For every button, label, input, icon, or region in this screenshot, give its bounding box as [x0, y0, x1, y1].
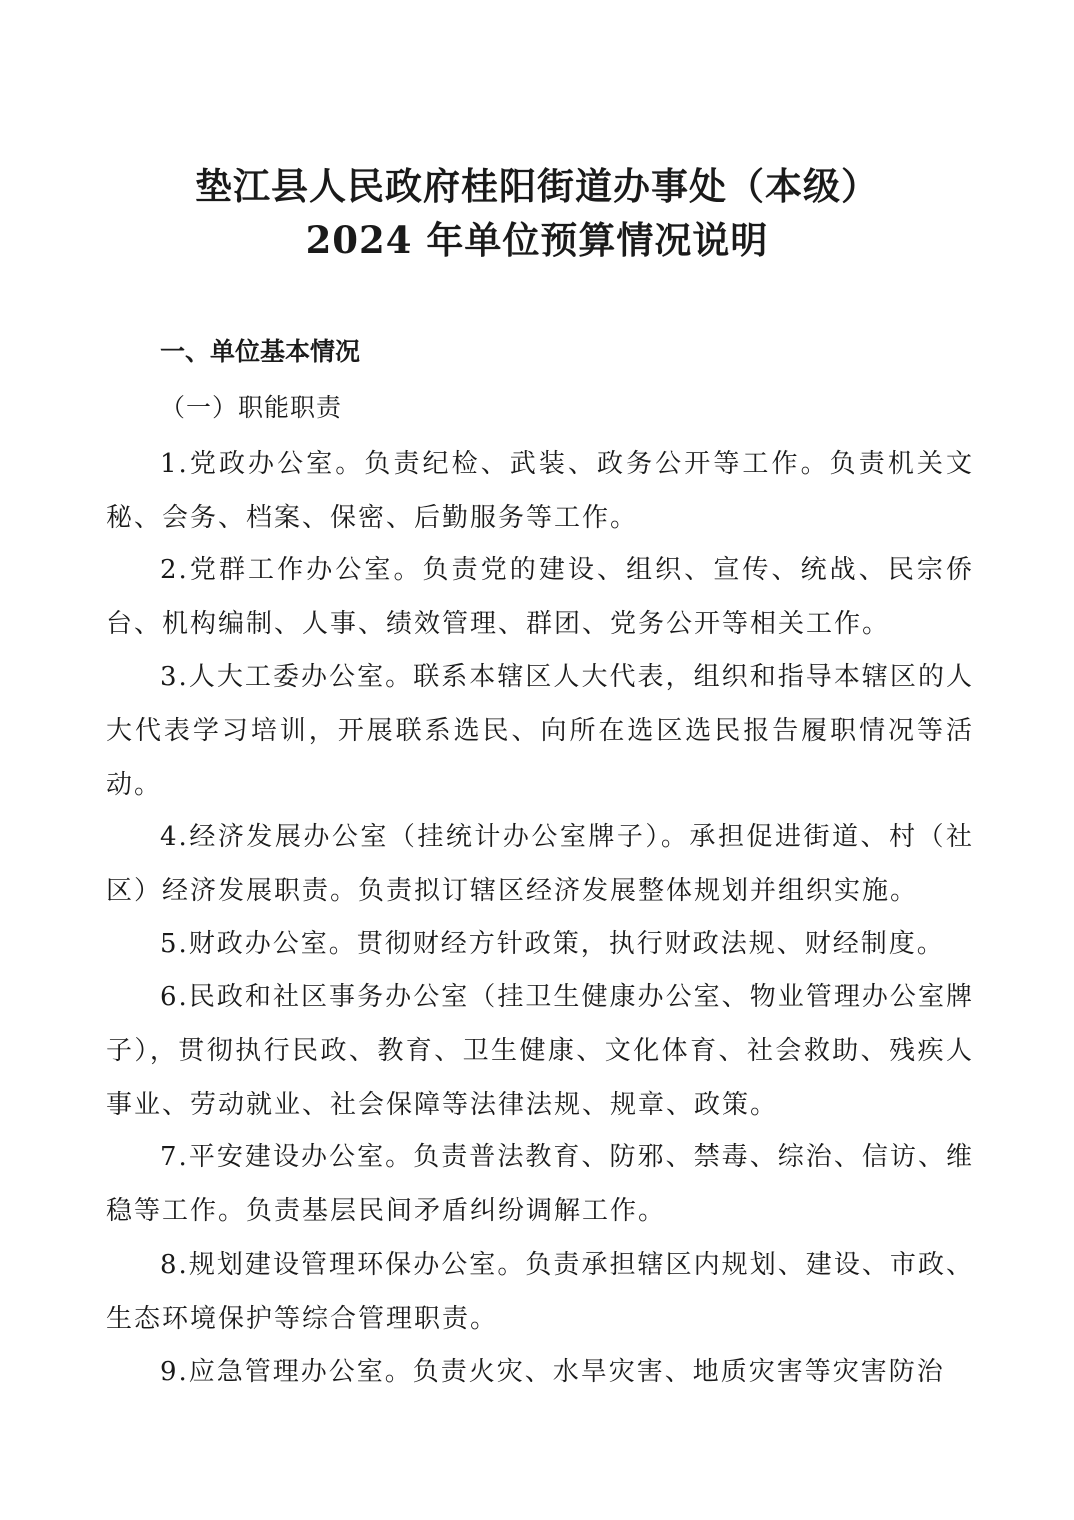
paragraph-party-group-office: 2.党群工作办公室。负责党的建设、组织、宣传、统战、民宗侨台、机构编制、人事、绩效管理、群团、党务公开等相关工作。 — [106, 555, 974, 639]
paragraph-safety-office: 7.平安建设办公室。负责普法教育、防邪、禁毒、综治、信访、维稳等工作。负责基层民间矛盾纠纷调解工作。 — [106, 1142, 974, 1226]
paragraph-planning-office: 8.规划建设管理环保办公室。负责承担辖区内规划、建设、市政、生态环境保护等综合管理职责。 — [106, 1250, 974, 1334]
paragraph-emergency-office: 9.应急管理办公室。负责火灾、水旱灾害、地质灾害等灾害防治 — [160, 1357, 945, 1387]
document-title-line1: 垫江县人民政府桂阳街道办事处（本级） — [195, 164, 879, 208]
paragraph-finance-office: 5.财政办公室。贯彻财经方针政策，执行财政法规、财经制度。 — [160, 929, 945, 959]
paragraph-npc-office: 3.人大工委办公室。联系本辖区人大代表，组织和指导本辖区的人大代表学习培训，开展联系选民、向所在选区选民报告履职情况等活动。 — [106, 662, 974, 800]
section-heading: 一、单位基本情况 — [160, 337, 361, 366]
paragraph-economic-office: 4.经济发展办公室（挂统计办公室牌子）。承担促进街道、村（社区）经济发展职责。负责拟订辖区经济发展整体规划并组织实施。 — [106, 822, 974, 906]
paragraph-party-office: 1.党政办公室。负责纪检、武装、政务公开等工作。负责机关文秘、会务、档案、保密、后勤服务等工作。 — [106, 449, 974, 533]
document-title-line2: 2024 年单位预算情况说明 — [305, 218, 769, 262]
subsection-heading: （一）职能职责 — [160, 393, 343, 422]
paragraph-civil-affairs-office: 6.民政和社区事务办公室（挂卫生健康办公室、物业管理办公室牌子），贯彻执行民政、教育、卫生健康、文化体育、社会救助、残疾人事业、劳动就业、社会保障等法律法规、规章、政策。 — [106, 982, 974, 1120]
